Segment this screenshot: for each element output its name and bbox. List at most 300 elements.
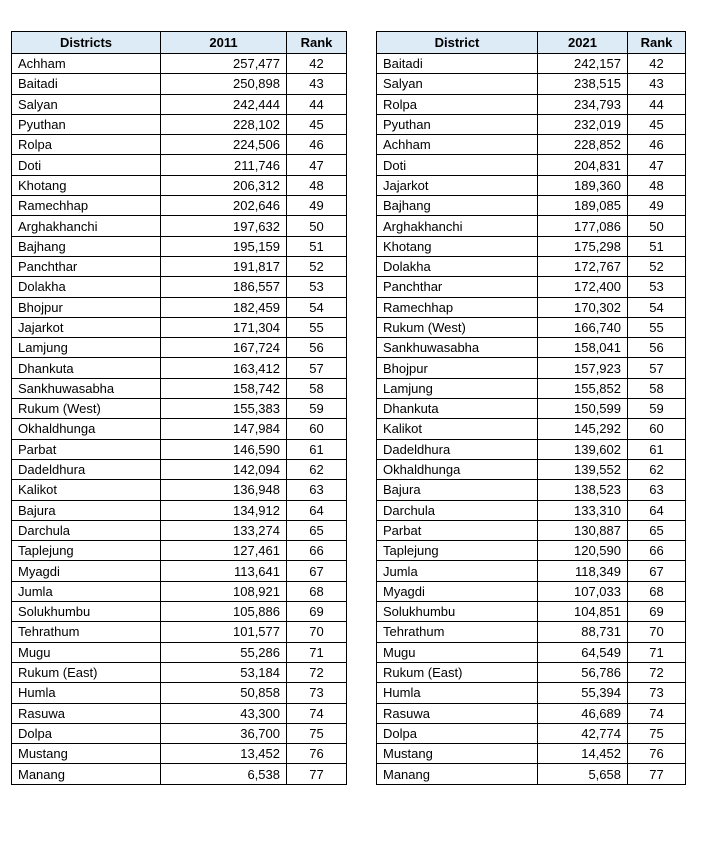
rank-cell: 49 [287, 196, 347, 216]
rank-cell: 72 [628, 662, 686, 682]
rank-cell: 73 [287, 683, 347, 703]
population-cell: 175,298 [538, 236, 628, 256]
district-cell: Lamjung [377, 378, 538, 398]
population-cell: 145,292 [538, 419, 628, 439]
table-row [12, 480, 347, 500]
population-cell: 108,921 [161, 581, 287, 601]
table-row [12, 703, 347, 723]
table-row [377, 114, 686, 134]
table-row [377, 662, 686, 682]
population-cell: 64,549 [538, 642, 628, 662]
table-row [377, 216, 686, 236]
rank-cell: 62 [287, 459, 347, 479]
rank-cell: 46 [628, 135, 686, 155]
district-cell: Bajura [377, 480, 538, 500]
district-cell: Rasuwa [12, 703, 161, 723]
district-cell: Ramechhap [12, 196, 161, 216]
population-cell: 204,831 [538, 155, 628, 175]
table-row [12, 764, 347, 784]
population-cell: 53,184 [161, 662, 287, 682]
district-cell: Arghakhanchi [377, 216, 538, 236]
rank-cell: 58 [628, 378, 686, 398]
rank-cell: 67 [628, 561, 686, 581]
district-cell: Mugu [377, 642, 538, 662]
rank-cell: 50 [287, 216, 347, 236]
rank-cell: 68 [628, 581, 686, 601]
population-cell: 120,590 [538, 541, 628, 561]
table-row [12, 622, 347, 642]
population-cell: 228,102 [161, 114, 287, 134]
population-cell: 155,383 [161, 399, 287, 419]
district-cell: Doti [377, 155, 538, 175]
district-cell: Manang [12, 764, 161, 784]
district-cell: Salyan [12, 94, 161, 114]
table-row [377, 155, 686, 175]
table-row [12, 662, 347, 682]
rank-cell: 44 [287, 94, 347, 114]
population-cell: 232,019 [538, 114, 628, 134]
district-cell: Bhojpur [377, 358, 538, 378]
population-cell: 139,602 [538, 439, 628, 459]
district-cell: Pyuthan [12, 114, 161, 134]
table-row [12, 399, 347, 419]
header-row [377, 32, 686, 54]
rank-cell: 52 [628, 256, 686, 276]
rank-cell: 74 [287, 703, 347, 723]
population-cell: 14,452 [538, 744, 628, 764]
population-cell: 101,577 [161, 622, 287, 642]
table-row [12, 378, 347, 398]
rank-cell: 48 [287, 175, 347, 195]
rank-cell: 58 [287, 378, 347, 398]
district-cell: Tehrathum [377, 622, 538, 642]
district-cell: Sankhuwasabha [377, 338, 538, 358]
district-cell: Tehrathum [12, 622, 161, 642]
rank-cell: 49 [628, 196, 686, 216]
district-cell: Jajarkot [377, 175, 538, 195]
population-cell: 113,641 [161, 561, 287, 581]
rank-cell: 65 [628, 520, 686, 540]
population-cell: 158,041 [538, 338, 628, 358]
district-cell: Dolakha [377, 256, 538, 276]
rank-cell: 51 [287, 236, 347, 256]
rank-cell: 57 [628, 358, 686, 378]
rank-cell: 55 [287, 317, 347, 337]
district-cell: Sankhuwasabha [12, 378, 161, 398]
population-cell: 211,746 [161, 155, 287, 175]
district-cell: Darchula [377, 500, 538, 520]
population-cell: 172,400 [538, 277, 628, 297]
district-cell: Rukum (East) [377, 662, 538, 682]
district-cell: Dhankuta [377, 399, 538, 419]
rank-cell: 72 [287, 662, 347, 682]
rank-cell: 59 [287, 399, 347, 419]
population-cell: 142,094 [161, 459, 287, 479]
table-row [377, 622, 686, 642]
table-row [12, 338, 347, 358]
table-row [377, 196, 686, 216]
population-cell: 189,360 [538, 175, 628, 195]
rank-cell: 61 [287, 439, 347, 459]
table-row [377, 135, 686, 155]
population-cell: 167,724 [161, 338, 287, 358]
district-cell: Khotang [12, 175, 161, 195]
population-cell: 150,599 [538, 399, 628, 419]
rank-cell: 59 [628, 399, 686, 419]
rank-cell: 54 [628, 297, 686, 317]
rank-cell: 45 [628, 114, 686, 134]
column-header-rank: Rank [287, 32, 347, 54]
rank-cell: 51 [628, 236, 686, 256]
table-row [377, 459, 686, 479]
table-row [377, 764, 686, 784]
rank-cell: 50 [628, 216, 686, 236]
population-cell: 127,461 [161, 541, 287, 561]
district-cell: Okhaldhunga [377, 459, 538, 479]
column-header-districts: Districts [12, 32, 161, 54]
rank-cell: 64 [287, 500, 347, 520]
district-cell: Taplejung [12, 541, 161, 561]
table-row [377, 317, 686, 337]
table-row [377, 419, 686, 439]
population-cell: 186,557 [161, 277, 287, 297]
rank-cell: 71 [628, 642, 686, 662]
population-table-2011 [11, 31, 347, 785]
district-cell: Myagdi [12, 561, 161, 581]
population-cell: 133,310 [538, 500, 628, 520]
table-row [12, 723, 347, 743]
table-row [377, 236, 686, 256]
table-row [12, 642, 347, 662]
rank-cell: 74 [628, 703, 686, 723]
table-row [377, 561, 686, 581]
district-cell: Dadeldhura [377, 439, 538, 459]
district-cell: Mustang [377, 744, 538, 764]
table-row [12, 581, 347, 601]
population-cell: 166,740 [538, 317, 628, 337]
rank-cell: 66 [287, 541, 347, 561]
rank-cell: 70 [287, 622, 347, 642]
header-row [12, 32, 347, 54]
table-row [12, 317, 347, 337]
rank-cell: 65 [287, 520, 347, 540]
table-row [377, 581, 686, 601]
population-cell: 36,700 [161, 723, 287, 743]
rank-cell: 62 [628, 459, 686, 479]
rank-cell: 73 [628, 683, 686, 703]
population-table-2021 [376, 31, 686, 785]
district-cell: Parbat [377, 520, 538, 540]
table-row [12, 541, 347, 561]
table-body-2011 [12, 54, 347, 785]
table-row [377, 520, 686, 540]
table-row [12, 277, 347, 297]
population-cell: 177,086 [538, 216, 628, 236]
rank-cell: 71 [287, 642, 347, 662]
rank-cell: 75 [628, 723, 686, 743]
rank-cell: 53 [287, 277, 347, 297]
rank-cell: 69 [287, 602, 347, 622]
population-cell: 238,515 [538, 74, 628, 94]
district-cell: Bajura [12, 500, 161, 520]
column-header-2021: 2021 [538, 32, 628, 54]
population-cell: 50,858 [161, 683, 287, 703]
district-cell: Doti [12, 155, 161, 175]
table-row [12, 155, 347, 175]
population-cell: 158,742 [161, 378, 287, 398]
population-cell: 182,459 [161, 297, 287, 317]
table-row [12, 439, 347, 459]
table-row [377, 338, 686, 358]
district-cell: Dolpa [12, 723, 161, 743]
rank-cell: 43 [287, 74, 347, 94]
rank-cell: 68 [287, 581, 347, 601]
district-cell: Dolpa [377, 723, 538, 743]
table-body-2021 [377, 54, 686, 785]
district-cell: Jumla [377, 561, 538, 581]
district-cell: Taplejung [377, 541, 538, 561]
population-cell: 224,506 [161, 135, 287, 155]
table-row [12, 196, 347, 216]
population-cell: 155,852 [538, 378, 628, 398]
rank-cell: 57 [287, 358, 347, 378]
population-cell: 139,552 [538, 459, 628, 479]
population-cell: 195,159 [161, 236, 287, 256]
table-row [377, 480, 686, 500]
district-cell: Rolpa [12, 135, 161, 155]
district-cell: Achham [377, 135, 538, 155]
rank-cell: 76 [628, 744, 686, 764]
district-cell: Rukum (East) [12, 662, 161, 682]
table-row [12, 520, 347, 540]
table-row [377, 94, 686, 114]
population-cell: 56,786 [538, 662, 628, 682]
table-row [12, 94, 347, 114]
rank-cell: 61 [628, 439, 686, 459]
district-cell: Solukhumbu [377, 602, 538, 622]
district-cell: Kalikot [12, 480, 161, 500]
district-cell: Darchula [12, 520, 161, 540]
population-cell: 55,394 [538, 683, 628, 703]
table-row [12, 358, 347, 378]
district-cell: Bhojpur [12, 297, 161, 317]
population-cell: 170,302 [538, 297, 628, 317]
rank-cell: 66 [628, 541, 686, 561]
rank-cell: 67 [287, 561, 347, 581]
rank-cell: 75 [287, 723, 347, 743]
district-cell: Solukhumbu [12, 602, 161, 622]
table-row [377, 683, 686, 703]
population-cell: 46,689 [538, 703, 628, 723]
column-header-2011: 2011 [161, 32, 287, 54]
district-cell: Arghakhanchi [12, 216, 161, 236]
rank-cell: 55 [628, 317, 686, 337]
population-cell: 257,477 [161, 54, 287, 74]
table-row [12, 561, 347, 581]
rank-cell: 53 [628, 277, 686, 297]
population-cell: 146,590 [161, 439, 287, 459]
district-cell: Panchthar [12, 256, 161, 276]
district-cell: Dolakha [12, 277, 161, 297]
population-cell: 134,912 [161, 500, 287, 520]
table-row [12, 744, 347, 764]
population-cell: 107,033 [538, 581, 628, 601]
table-row [12, 256, 347, 276]
population-cell: 6,538 [161, 764, 287, 784]
table-row [12, 683, 347, 703]
population-cell: 5,658 [538, 764, 628, 784]
population-cell: 55,286 [161, 642, 287, 662]
population-cell: 234,793 [538, 94, 628, 114]
district-cell: Pyuthan [377, 114, 538, 134]
table-row [12, 135, 347, 155]
district-cell: Lamjung [12, 338, 161, 358]
district-cell: Humla [12, 683, 161, 703]
table-row [12, 114, 347, 134]
table-row [377, 602, 686, 622]
district-cell: Manang [377, 764, 538, 784]
district-cell: Dhankuta [12, 358, 161, 378]
district-cell: Rolpa [377, 94, 538, 114]
table-row [12, 500, 347, 520]
rank-cell: 70 [628, 622, 686, 642]
population-cell: 104,851 [538, 602, 628, 622]
rank-cell: 52 [287, 256, 347, 276]
district-cell: Humla [377, 683, 538, 703]
table-row [377, 74, 686, 94]
table-row [377, 399, 686, 419]
population-cell: 189,085 [538, 196, 628, 216]
district-cell: Achham [12, 54, 161, 74]
population-cell: 202,646 [161, 196, 287, 216]
rank-cell: 43 [628, 74, 686, 94]
district-cell: Bajhang [377, 196, 538, 216]
table-row [377, 541, 686, 561]
table-row [377, 256, 686, 276]
population-cell: 88,731 [538, 622, 628, 642]
district-cell: Ramechhap [377, 297, 538, 317]
table-row [377, 703, 686, 723]
rank-cell: 42 [287, 54, 347, 74]
rank-cell: 63 [628, 480, 686, 500]
population-cell: 250,898 [161, 74, 287, 94]
district-cell: Jumla [12, 581, 161, 601]
rank-cell: 56 [628, 338, 686, 358]
population-cell: 206,312 [161, 175, 287, 195]
population-cell: 163,412 [161, 358, 287, 378]
district-cell: Rukum (West) [377, 317, 538, 337]
district-cell: Rasuwa [377, 703, 538, 723]
rank-cell: 46 [287, 135, 347, 155]
district-cell: Jajarkot [12, 317, 161, 337]
rank-cell: 44 [628, 94, 686, 114]
rank-cell: 76 [287, 744, 347, 764]
column-header-rank: Rank [628, 32, 686, 54]
rank-cell: 60 [287, 419, 347, 439]
population-cell: 242,157 [538, 54, 628, 74]
column-header-district: District [377, 32, 538, 54]
rank-cell: 77 [628, 764, 686, 784]
district-cell: Panchthar [377, 277, 538, 297]
district-cell: Khotang [377, 236, 538, 256]
table-row [12, 216, 347, 236]
rank-cell: 69 [628, 602, 686, 622]
table-row [377, 642, 686, 662]
district-cell: Baitadi [12, 74, 161, 94]
population-cell: 147,984 [161, 419, 287, 439]
table-row [377, 723, 686, 743]
table-row [377, 439, 686, 459]
table-row [377, 500, 686, 520]
district-cell: Mugu [12, 642, 161, 662]
population-cell: 197,632 [161, 216, 287, 236]
rank-cell: 54 [287, 297, 347, 317]
population-cell: 171,304 [161, 317, 287, 337]
population-cell: 105,886 [161, 602, 287, 622]
table-row [12, 74, 347, 94]
table-row [377, 358, 686, 378]
district-cell: Okhaldhunga [12, 419, 161, 439]
district-cell: Dadeldhura [12, 459, 161, 479]
table-row [12, 297, 347, 317]
rank-cell: 63 [287, 480, 347, 500]
population-cell: 118,349 [538, 561, 628, 581]
table-row [377, 277, 686, 297]
rank-cell: 47 [287, 155, 347, 175]
rank-cell: 42 [628, 54, 686, 74]
population-cell: 242,444 [161, 94, 287, 114]
district-cell: Bajhang [12, 236, 161, 256]
table-row [12, 175, 347, 195]
population-cell: 191,817 [161, 256, 287, 276]
rank-cell: 48 [628, 175, 686, 195]
rank-cell: 47 [628, 155, 686, 175]
rank-cell: 64 [628, 500, 686, 520]
table-row [377, 54, 686, 74]
district-cell: Rukum (West) [12, 399, 161, 419]
district-cell: Kalikot [377, 419, 538, 439]
district-cell: Parbat [12, 439, 161, 459]
rank-cell: 45 [287, 114, 347, 134]
district-cell: Myagdi [377, 581, 538, 601]
table-row [12, 602, 347, 622]
rank-cell: 60 [628, 419, 686, 439]
population-cell: 157,923 [538, 358, 628, 378]
population-cell: 138,523 [538, 480, 628, 500]
table-row [12, 459, 347, 479]
population-cell: 133,274 [161, 520, 287, 540]
table-row [377, 744, 686, 764]
district-cell: Mustang [12, 744, 161, 764]
population-cell: 130,887 [538, 520, 628, 540]
rank-cell: 77 [287, 764, 347, 784]
table-row [377, 175, 686, 195]
rank-cell: 56 [287, 338, 347, 358]
population-cell: 13,452 [161, 744, 287, 764]
district-cell: Baitadi [377, 54, 538, 74]
table-row [12, 54, 347, 74]
population-cell: 43,300 [161, 703, 287, 723]
population-cell: 228,852 [538, 135, 628, 155]
table-row [377, 297, 686, 317]
table-row [377, 378, 686, 398]
district-cell: Salyan [377, 74, 538, 94]
population-cell: 42,774 [538, 723, 628, 743]
population-cell: 136,948 [161, 480, 287, 500]
table-row [12, 236, 347, 256]
table-row [12, 419, 347, 439]
population-cell: 172,767 [538, 256, 628, 276]
